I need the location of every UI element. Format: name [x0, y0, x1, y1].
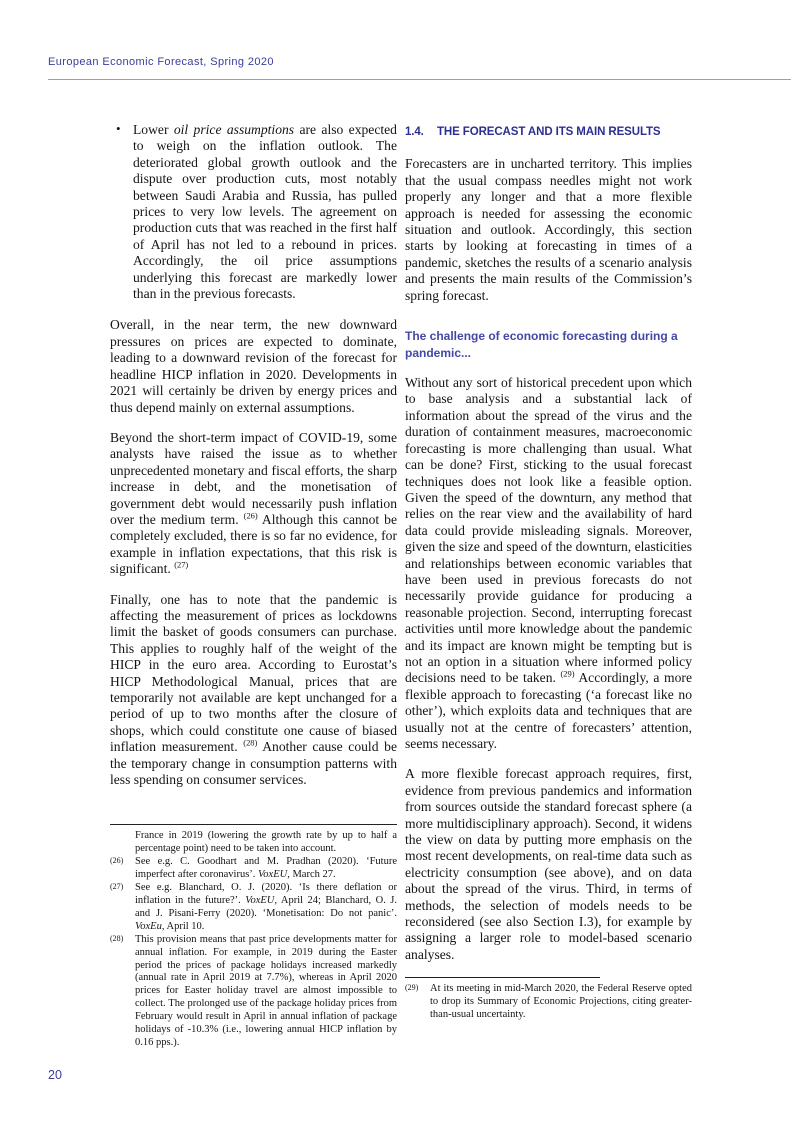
footnote-text: This provision means that past price developments matter for annual inflation. For example, in 2019 during the Easter period the prices of package holidays increased markedly (annual rate in April 2019 at 7.7%), whereas in April 2020 prices for Easter holiday travel are almost impossible to collect. The prolonged use of the package holiday prices from February would result in April in annual inflation of package holidays of -10.3% (i.e., lowering annual HICP inflation by 0.16 pps.). [135, 933, 397, 1048]
footnote-29 [405, 983, 692, 1022]
paragraph-finally-pandemic: Finally, one has to note that the pandemic is affecting the measurement of prices as lockdowns limit the basket of goods consumers can purchase. This applies to roughly half of the weight of the HICP in the euro area. According to Eurostat’s HICP Methodological Manual, prices that are temporarily not available are kept unchanged for a period of up to two months after the closure of shops, which could constitute one cause of biased inflation measurement. $^{(28)}$ Another cause could be the temporary change in consumption patterns with less spending on consumer services. [110, 591, 397, 788]
running-header-title: European Economic Forecast, Spring 2020 [48, 56, 274, 68]
paragraph-beyond-short-term: Beyond the short-term impact of COVID-19, some analysts have raised the issue as to whether unprecedented monetary and fiscal efforts, the sharp increase in debt, and the monetisation of government debt would necessarily push inflation over the medium term. $^{(26)}$ Although this cannot be completely excluded, there is so far no evidence, for example in inflation expectations, that this risk is significant. $^{(27)}$ [110, 429, 397, 577]
footnote-text: See e.g. Blanchard, O. J. (2020). ‘Is there deflation or inflation in the future?’. VoxEU, April 24; Blanchard, O. J. and J. Pisani-Ferry (2020). ‘Monetisation: Do not panic’. VoxEu, April 10. [135, 882, 397, 932]
page-number: 20 [48, 1068, 62, 1082]
footnote-text: At its meeting in mid-March 2020, the Federal Reserve opted to drop its Summary of Economic Projections, citing greater-than-usual uncertainty. [430, 983, 692, 1021]
bullet-list-item [110, 122, 397, 302]
footnote-marker: (26) [110, 856, 124, 866]
bullet-paragraph: Lower oil price assumptions are also expected to weigh on the inflation outlook. The deteriorated global growth outlook and the dispute over production cuts, most notably between Saudi Arabia and Russia, has pulled prices to very low levels. The agreement on production cuts that was reached in the first half of April has not led to a rebound in prices. Accordingly, the oil price assumptions underlying this forecast are markedly lower than in the previous forecasts. [133, 122, 397, 302]
footnote-text: France in 2019 (lowering the growth rate by up to half a percentage point) need to be taken into account. [135, 830, 397, 855]
sub-heading-challenge: The challenge of economic forecasting during a pandemic... [405, 329, 678, 361]
paragraph-forecasters-territory: Forecasters are in uncharted territory. This implies that the usual compass needles might not work properly any longer and that a more flexible approach is needed for assessing the economic situation and outlook. Accordingly, this section starts by looking at forecasting in times of a pandemic, sketches the results of a scenario analysis and presents the main results of the Commission’s spring forecast. [405, 156, 692, 303]
footnote-marker: (27) [110, 882, 124, 892]
right-footnote-block [405, 977, 692, 1022]
footnote-27 [110, 882, 397, 934]
right-column [405, 122, 692, 1022]
footnote-text: See e.g. C. Goodhart and M. Pradhan (2020). ‘Future imperfect after coronavirus’. VoxEU, March 27. [135, 856, 397, 881]
left-column [110, 122, 397, 1050]
footnote-26 [110, 856, 397, 882]
footnote-marker: (28) [110, 933, 124, 943]
page-header [48, 52, 791, 80]
paragraph-flexible-approach: A more flexible forecast approach requires, first, evidence from previous pandemics and information from sources outside the standard forecast sphere (a more multidisciplinary approach). Second, it widens the view on data by putting more emphasis on the most recent developments, on real-time data such as electricity consumption (see above), and on data about the spread of the virus. Third, in terms of methods, the selection of models needs to be reconsidered (see also Section I.3), for example by assigning a larger role to model-based scenario analyses. [405, 766, 692, 962]
footnote-marker: (29) [405, 983, 419, 993]
section-heading [405, 124, 692, 140]
footnote-28 [110, 934, 397, 1050]
footnote-separator-full [110, 824, 397, 825]
footnote-separator-short [405, 977, 600, 978]
paragraph-overall-near-term: Overall, in the near term, the new downward pressures on prices are expected to dominate, leading to a downward revision of the forecast for headline HICP inflation in 2020. Developments in 2021 will certainly be driven by energy prices and thus depend mainly on external assumptions. [110, 317, 397, 415]
section-number: 1.4. [405, 126, 424, 138]
footnote-continuation [110, 830, 397, 856]
bullet-icon: • [116, 121, 121, 136]
section-title: THE FORECAST AND ITS MAIN RESULTS [437, 126, 661, 138]
left-footnote-block [110, 824, 397, 1049]
paragraph-without-precedent: Without any sort of historical precedent upon which to base analysis and a substantial lack of information about the spread of the virus and the duration of containment measures, macroeconomic forecasting is more challenging than usual. What can be done? First, sticking to the usual forecast techniques does not look like a feasible option. Given the speed of the downturn, any method that relies on the rear view and the availability of hard data could provide misleading signals. Moreover, given the size and speed of the downturn, elasticities and relationships between economic variables that have been used in previous forecasts do not necessarily provide guidance for producing a reasonable projection. Second, interrupting forecast activities until more knowledge about the pandemic and its impact are known might be tempting but is not an option in a situation where informed policy decisions need to be taken. $^{(29)}$ Accordingly, a more flexible approach to forecasting (‘a forecast like no other’), which exploits data and techniques that are usually not at the centre of forecasters’ attention, seems necessary. [405, 375, 692, 751]
